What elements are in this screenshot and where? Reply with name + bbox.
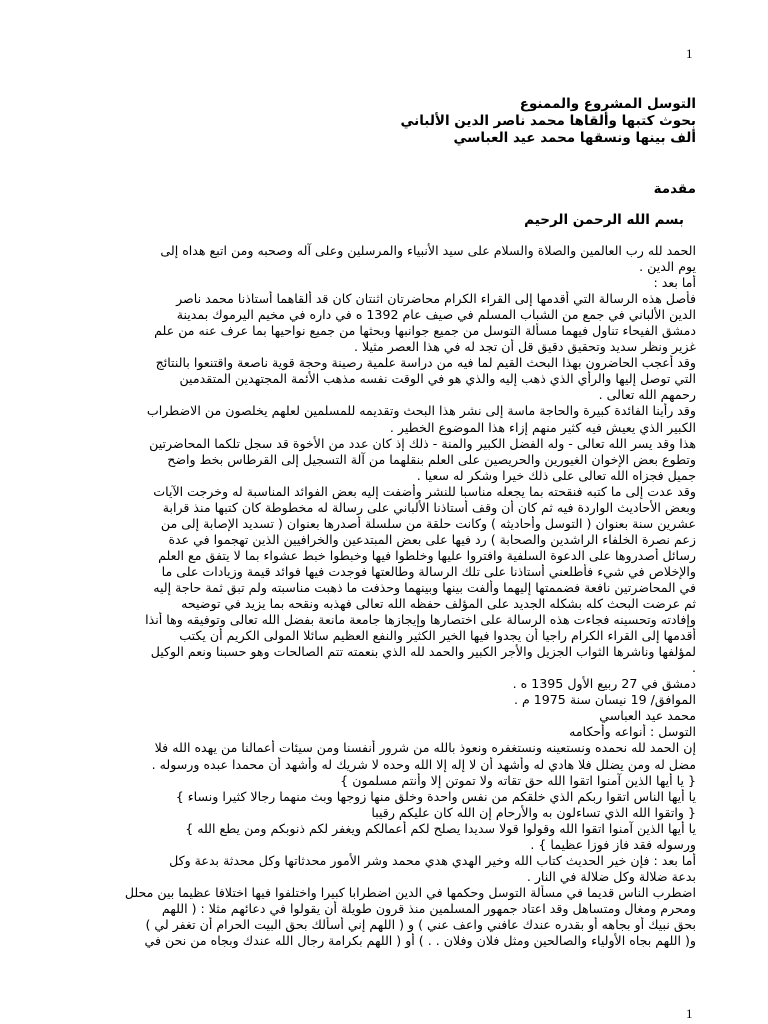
body-line: { واتقوا الله الذي تساءلون به والأرحام إن الله كان عليكم رقيبا [371,804,696,820]
body-line: بحق نبيك أو بجاهه أو بقدره عندك عافني واعف عني ) و ( اللهم إني أسألك بحق البيت الحرام أن تغفر لي ) [145,916,696,932]
body-line: وتطوع بعض الإخوان الغيورين والحريصين على العلم بنقلهما من آلة التسجيل إلى القرطاس بخط واضح [167,451,696,467]
body-line: مضل له ومن يضلل فلا هادي له وأشهد أن لا إله إلا الله وحده لا شريك له وأشهد أن محمدا عبده ورسوله . [151,756,696,772]
body-line: وقد رأينا الفائدة كبيرة والحاجة ماسة إلى نشر هذا البحث وتقديمه للمسلمين لعلهم يخلصون من الاضطراب [146,403,696,419]
body-line: بدعة ضلالة وكل ضلالة في النار . [526,868,696,884]
body-line: { يا أيها الذين آمنوا اتقوا الله حق تقاته ولا تموتن إلا وأنتم مسلمون } [340,772,696,788]
body-line: لمؤلفها وناشرها الثواب الجزيل والأجر الكبير والحمد لله الذي بنعمته تتم الصالحات وهو حسبنا ونعم الوكيل [150,644,696,660]
body-line: الحمد لله رب العالمين والصلاة والسلام على سيد الأنبياء والمرسلين وعلى آله وصحبه ومن اتبع هداه إلى [160,243,696,258]
body-text [68,243,696,949]
section-heading-intro: مقدمة [653,181,696,197]
document-page [68,96,696,949]
body-line: الكبير الذي يعيش فيه كثير منهم إزاء هذا الموضوع الخطير . [389,419,696,435]
body-line: أما بعد : [653,275,696,291]
body-line: رحمهم الله تعالى . [598,387,696,403]
body-line: أما بعد : فإن خير الحديث كتاب الله وخير الهدي هدي محمد وشر الأمور محدثاتها وكل محدثة بدعة وكل [169,852,696,868]
body-line: أقدمها إلى القراء الكرام راجيا أن يجدوا فيها الخير الكثير والنفع العظيم سائلا المولى الكريم أن يكتب [179,628,696,644]
body-line: وبعض الأحاديث الواردة فيه ثم كان أن وقف أستاذنا الألباني على رسالة له مخطوطة كان كتبها منذ قرابة [162,499,696,515]
body-line: إن الحمد لله نحمده ونستعينه ونستغفره ونعوذ بالله من شرور أنفسنا ومن سيئات أعمالنا من يهده الله فلا [154,740,696,756]
book-title: التوسل المشروع والممنوع [519,96,696,112]
body-line: يا أيها الناس اتقوا ربكم الذي خلقكم من نفس واحدة وخلق منها زوجها وبث منهما رجالا كثيرا ونساء } [175,788,696,804]
body-line: وقد عدت إلى ما كتبه فنقحته بما يجعله مناسبا للنشر وأضفت إليه بعض الفوائد المناسبة له وخرجت الآيات [153,483,696,499]
page-number-bottom: 1 [686,1006,693,1021]
body-line: زعم نصرة الخلفاء الراشدين والصحابة ) رد فيها على بعض المبتدعين والخرافيين الذين تهجموا في عدة [168,531,696,547]
body-line: الدين الألباني في جمع من الشباب المسلم في صيف عام 1392 ه في داره في مخيم اليرموك بمدينة [176,307,696,323]
body-line: ومحرم ومغال ومتساهل وقد اعتاد جمهور المسلمين منذ قرون طويلة أن يقولوا في دعائهم مثلا : ( اللهم [161,900,696,916]
body-line: دمشق في 27 ربيع الأول 1395 ه . [512,676,696,692]
body-line: الموافق/ 19 نيسان سنة 1975 م . [513,692,696,708]
body-line: رسائل أصدروها على الدعوة السلفية وافتروا عليها وخلطوا فيها وخبطوا خبط عشواء بما لا يتفق مع العلم [158,547,696,563]
body-line: محمد عيد العباسي [599,708,696,724]
body-line: وإفادته وتحسينه فجاءت هذه الرسالة على اختصارها وإيجازها جامعة مانعة بفضل الله تعالى وتوفيقه وها أنذا [145,612,696,628]
author-line: بحوث كتبها وألقاها محمد ناصر الدين الألباني [400,113,696,129]
body-line: يا أيها الذين آمنوا اتقوا الله وقولوا قولا سديدا يصلح لكم أعمالكم ويغفر لكم ذنوبكم ومن يطع الله } [185,820,696,836]
body-line: . [691,660,696,676]
body-line: دمشق الفيحاء تناول فيهما مسألة التوسل من جميع جوانبها وبحثها من جميع نواحيها بما عرف عنه من علم [154,323,696,339]
body-line: التوسل : أنواعه وأحكامه [569,724,696,740]
body-line: والإخلاص في شيء فأطلعني أستاذنا على تلك الرسالة وطالعتها فوجدت فيها فوائد قيمة وزيادات على ما [161,563,696,579]
title-block [68,96,696,147]
body-line: ورسوله فقد فاز فوزا عظيما } . [530,836,696,852]
body-line: وقد أعجب الحاضرون بهذا البحث القيم لما فيه من دراسة علمية رصينة وحجة قوية ناصعة واقتنعوا بالنتائج [155,355,696,371]
body-line: في المحاضرتين نافعة فضممتها إليهما وألفت بينها وبينهما وحذفت ما ذهبت مناسبته ولم تبق ثمة حاجة إليه [153,579,696,595]
body-line: و( اللهم بجاه الأولياء والصالحين ومثل فلان وفلان . . ) أو ( اللهم بكرامة رجال الله عندك وبجاه من نحن في [144,933,696,949]
body-line: اضطرب الناس قديما في مسألة التوسل وحكمها في الدين اضطرابا كبيرا واختلفوا فيها اختلافا عظيما بين محلل [124,884,696,900]
basmala-heading: بسم الله الرحمن الرحيم [524,212,684,228]
body-line: هذا وقد يسر الله تعالى - وله الفضل الكبير والمنة - ذلك إذ كان عدد من الأخوة قد سجل تلكما المحاضرتين [149,435,696,451]
body-line: عشرين سنة بعنوان ( التوسل وأحاديثه ) وكانت حلقة من سلسلة أصدرها بعنوان ( تسديد الإصابة إلى من [160,515,696,531]
body-line: يوم الدين . [639,259,696,275]
body-line: غزير ونظر سديد وتحقيق دقيق قل أن تجد له في هذا العصر مثيلا . [353,339,696,355]
editor-line: ألف بينها ونسقها محمد عيد العباسي [453,130,696,146]
body-line: فأصل هذه الرسالة التي أقدمها إلى القراء الكرام محاضرتان اثنتان كان قد ألقاهما أستاذنا محمد ناصر [176,291,696,307]
page-number-top: 1 [686,46,693,61]
body-line: ثم عرضت البحث كله بشكله الجديد على المؤلف حفظه الله تعالى فهذبه ونقحه بما يزيد في توضيحه [181,596,696,612]
body-line: التي توصل إليها والرأي الذي ذهب إليه والذي هو في الوقت نفسه مذهب الأئمة المجتهدين المتقدمين [179,371,696,387]
body-line: جميل فجزاه الله تعالى على ذلك خيرا وشكر له سعيا . [416,467,696,483]
